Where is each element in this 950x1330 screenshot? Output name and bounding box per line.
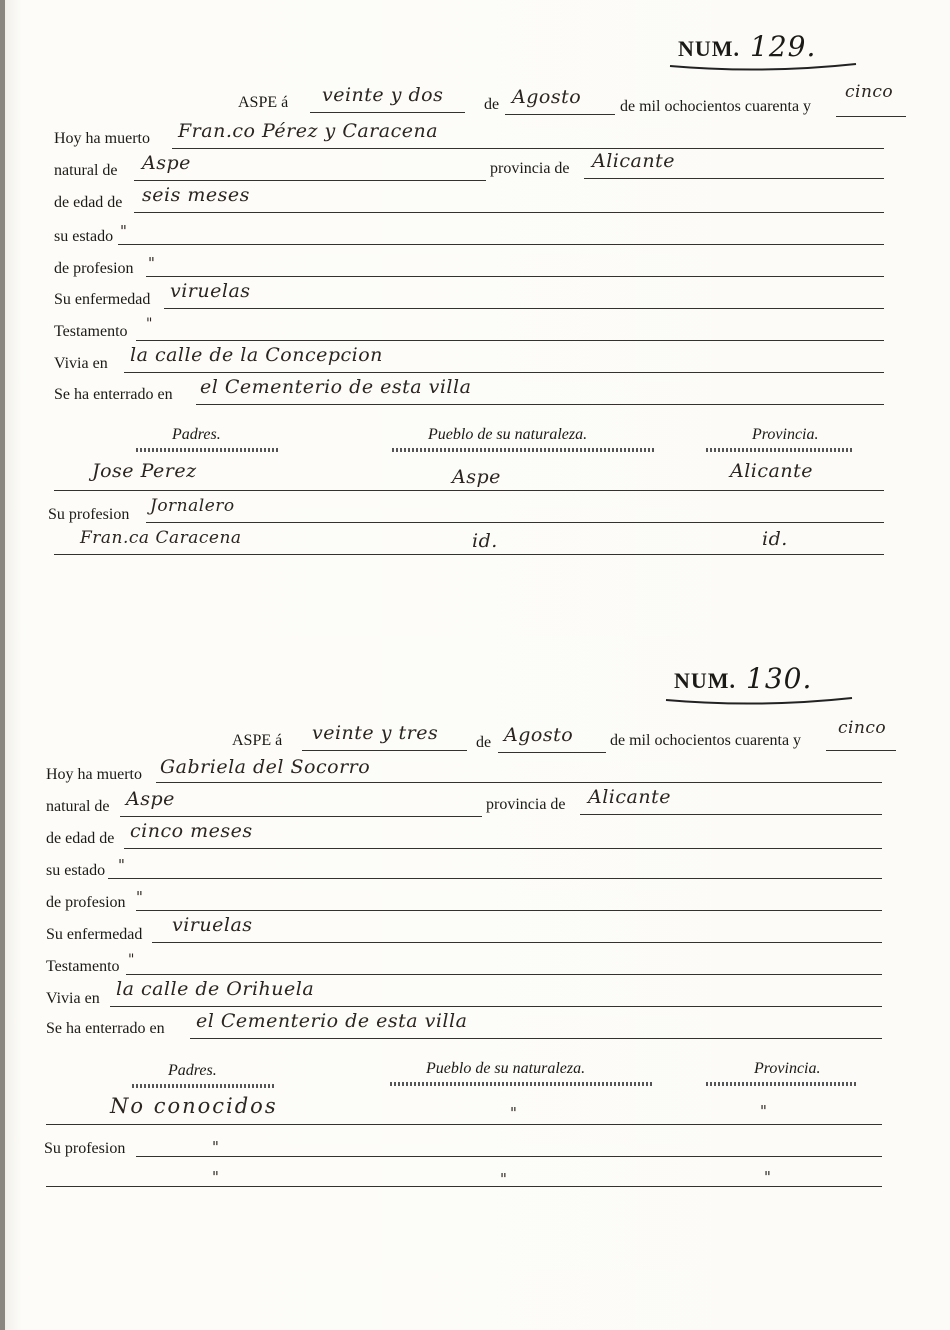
natural-value: Aspe <box>126 788 175 810</box>
vivia-value: la calle de la Concepcion <box>130 344 383 366</box>
edad-label: de edad de <box>46 830 115 847</box>
year-suffix-value: cinco <box>845 82 894 102</box>
mother-line <box>54 554 884 555</box>
padres-underline <box>136 448 278 452</box>
profesion-label: de profesion <box>46 894 126 911</box>
mother-line <box>46 1186 882 1187</box>
binding-edge <box>0 0 5 1330</box>
record-number <box>674 662 812 695</box>
father-line <box>54 490 884 491</box>
pueblo-underline <box>392 448 654 452</box>
day-line <box>302 750 467 751</box>
provincia-value: Alicante <box>592 150 675 172</box>
year-line <box>836 116 906 117</box>
father-provincia: " <box>760 1102 768 1120</box>
testamento-label: Testamento <box>54 323 128 340</box>
mother-name: " <box>212 1168 220 1186</box>
father-profesion: Jornalero <box>150 496 235 516</box>
testamento-label: Testamento <box>46 958 120 975</box>
vivia-line <box>124 372 884 373</box>
profesion-label: de profesion <box>54 260 134 277</box>
provincia-line <box>584 178 884 179</box>
padres-underline <box>132 1084 276 1088</box>
natural-label: natural de <box>46 798 110 815</box>
place-label: ASPE á <box>238 94 289 111</box>
enterrado-value: el Cementerio de esta villa <box>196 1010 468 1032</box>
provincia-heading: Provincia. <box>752 426 819 443</box>
record-number-label: NUM. <box>678 36 741 61</box>
enfermedad-label: Su enfermedad <box>54 291 151 308</box>
estado-label: su estado <box>46 862 106 879</box>
testamento-value: " <box>146 316 153 332</box>
father-name: No conocidos <box>110 1094 278 1118</box>
vivia-value: la calle de Orihuela <box>116 978 315 1000</box>
padres-heading: Padres. <box>172 426 221 443</box>
mother-name: Fran.ca Caracena <box>80 528 242 548</box>
number-flourish <box>668 60 858 72</box>
su-profesion-label: Su profesion <box>48 506 130 523</box>
edad-line <box>134 212 884 213</box>
natural-line <box>134 180 486 181</box>
mother-pueblo: id. <box>472 530 498 552</box>
provincia-line <box>580 814 882 815</box>
father-name: Jose Perez <box>92 460 197 482</box>
year-suffix-value: cinco <box>838 718 887 738</box>
enterrado-line <box>190 1038 882 1039</box>
edad-value: cinco meses <box>130 820 253 842</box>
mother-provincia: " <box>764 1168 772 1186</box>
de-label: de <box>484 96 500 113</box>
enfermedad-line <box>164 308 884 309</box>
estado-value: " <box>118 856 126 874</box>
month-value: Agosto <box>512 86 582 108</box>
enfermedad-line <box>152 942 882 943</box>
day-value: veinte y dos <box>322 84 444 106</box>
provincia-heading: Provincia. <box>754 1060 821 1077</box>
profesion-line <box>136 910 882 911</box>
enterrado-line <box>196 404 884 405</box>
month-line <box>498 752 606 753</box>
record-number-label: NUM. <box>674 668 737 693</box>
deceased-value: Fran.co Pérez y Caracena <box>178 120 439 142</box>
natural-value: Aspe <box>142 152 191 174</box>
provincia-value: Alicante <box>588 786 671 808</box>
estado-line <box>118 244 884 245</box>
year-label: de mil ochocientos cuarenta y <box>620 98 812 115</box>
su-profesion-label: Su profesion <box>44 1140 126 1157</box>
profesion-value: " <box>136 888 144 906</box>
enfermedad-value: viruelas <box>170 280 251 302</box>
natural-label: natural de <box>54 162 118 179</box>
enfermedad-value: viruelas <box>172 914 253 936</box>
testamento-line <box>126 974 882 975</box>
provincia-label: provincia de <box>486 796 566 813</box>
deceased-line <box>172 148 884 149</box>
mother-pueblo: " <box>500 1170 508 1188</box>
mother-provincia: id. <box>762 528 788 550</box>
year-label: de mil ochocientos cuarenta y <box>610 732 802 749</box>
estado-value: " <box>120 222 128 240</box>
provincia-underline <box>706 1082 856 1086</box>
edad-label: de edad de <box>54 194 123 211</box>
deceased-line <box>156 782 882 783</box>
natural-line <box>120 816 482 817</box>
enterrado-value: el Cementerio de esta villa <box>200 376 472 398</box>
deceased-value: Gabriela del Socorro <box>160 756 371 778</box>
father-pueblo: " <box>510 1104 518 1122</box>
number-flourish <box>664 694 854 706</box>
edad-value: seis meses <box>142 184 250 206</box>
father-profesion: " <box>212 1138 220 1156</box>
profesion-line <box>146 276 884 277</box>
profesion-value: " <box>148 254 156 272</box>
de-label: de <box>476 734 492 751</box>
vivia-line <box>110 1006 882 1007</box>
father-line <box>46 1124 882 1125</box>
enfermedad-label: Su enfermedad <box>46 926 143 943</box>
record-number-value: 130. <box>746 662 813 695</box>
vivia-label: Vivia en <box>46 990 100 1007</box>
provincia-label: provincia de <box>490 160 570 177</box>
day-line <box>310 112 465 113</box>
enterrado-label: Se ha enterrado en <box>46 1020 165 1037</box>
year-line <box>826 750 896 751</box>
testamento-value: " <box>128 952 135 968</box>
edad-line <box>124 848 882 849</box>
padres-heading: Padres. <box>168 1062 217 1079</box>
pueblo-heading: Pueblo de su naturaleza. <box>428 426 588 443</box>
estado-label: su estado <box>54 228 114 245</box>
provincia-underline <box>706 448 854 452</box>
pueblo-underline <box>390 1082 652 1086</box>
month-line <box>505 114 615 115</box>
died-label: Hoy ha muerto <box>54 130 150 147</box>
estado-line <box>108 878 882 879</box>
enterrado-label: Se ha enterrado en <box>54 386 173 403</box>
father-pueblo: Aspe <box>452 466 501 488</box>
died-label: Hoy ha muerto <box>46 766 142 783</box>
testamento-line <box>136 340 884 341</box>
month-value: Agosto <box>504 724 574 746</box>
place-label: ASPE á <box>232 732 283 749</box>
su-profesion-line <box>146 522 884 523</box>
record-number <box>678 30 816 63</box>
day-value: veinte y tres <box>312 722 439 744</box>
su-profesion-line <box>136 1156 882 1157</box>
father-provincia: Alicante <box>730 460 813 482</box>
vivia-label: Vivia en <box>54 355 108 372</box>
pueblo-heading: Pueblo de su naturaleza. <box>426 1060 586 1077</box>
record-number-value: 129. <box>750 30 817 63</box>
